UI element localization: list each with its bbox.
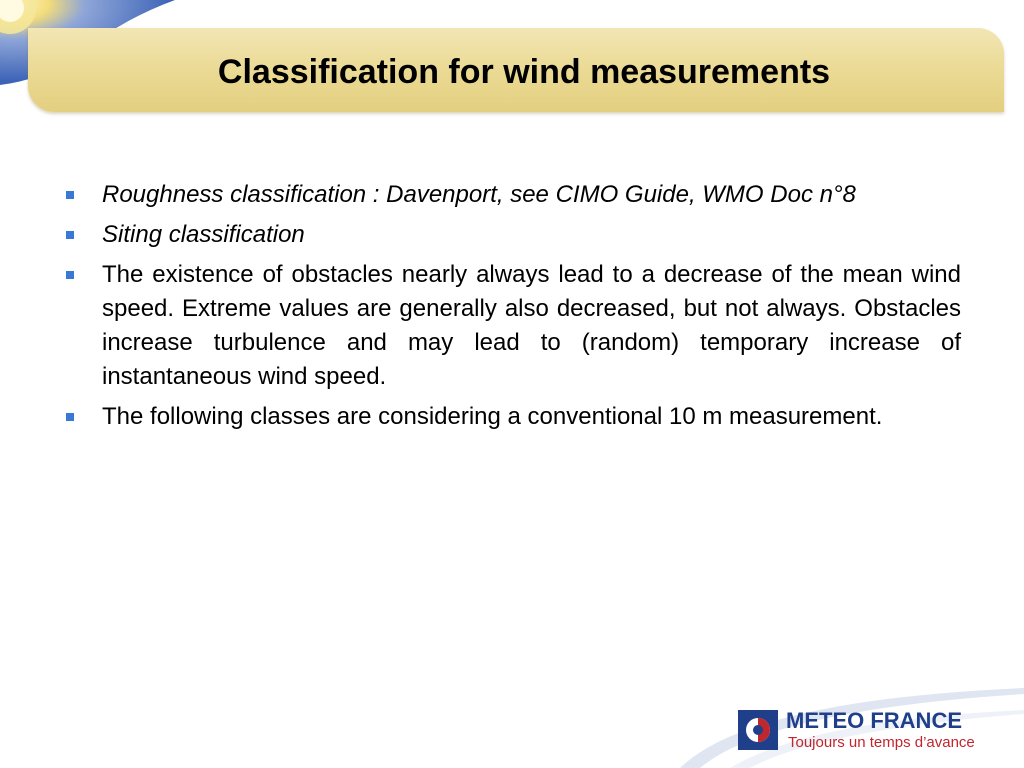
bullet-item <box>66 178 961 212</box>
meteo-france-mark-icon <box>738 710 778 750</box>
bullet-text: Roughness classification : Davenport, see CIMO Guide, WMO Doc n°8 <box>102 181 856 208</box>
square-bullet-icon <box>66 271 74 279</box>
square-bullet-icon <box>66 231 74 239</box>
bullet-text: The following classes are considering a conventional 10 m measurement. <box>102 403 883 430</box>
bullet-item <box>66 258 961 394</box>
logo-tagline: Toujours un temps d’avance <box>788 734 975 751</box>
slide-title: Classification for wind measurements <box>217 53 831 91</box>
bullet-text: Siting classification <box>102 221 305 248</box>
bullet-text: The existence of obstacles nearly always lead to a decrease of the mean wind speed. Extreme values are generally also decreased, but not always. Obstacles increase turbulence and may lead to (random) temporary increase of instantaneous wind speed. <box>102 261 961 390</box>
bullet-item <box>66 400 961 434</box>
square-bullet-icon <box>66 413 74 421</box>
meteo-france-logo <box>738 708 1008 756</box>
square-bullet-icon <box>66 191 74 199</box>
bullet-item <box>66 218 961 252</box>
logo-name: METEO FRANCE <box>786 708 962 733</box>
bullet-list <box>66 178 961 440</box>
